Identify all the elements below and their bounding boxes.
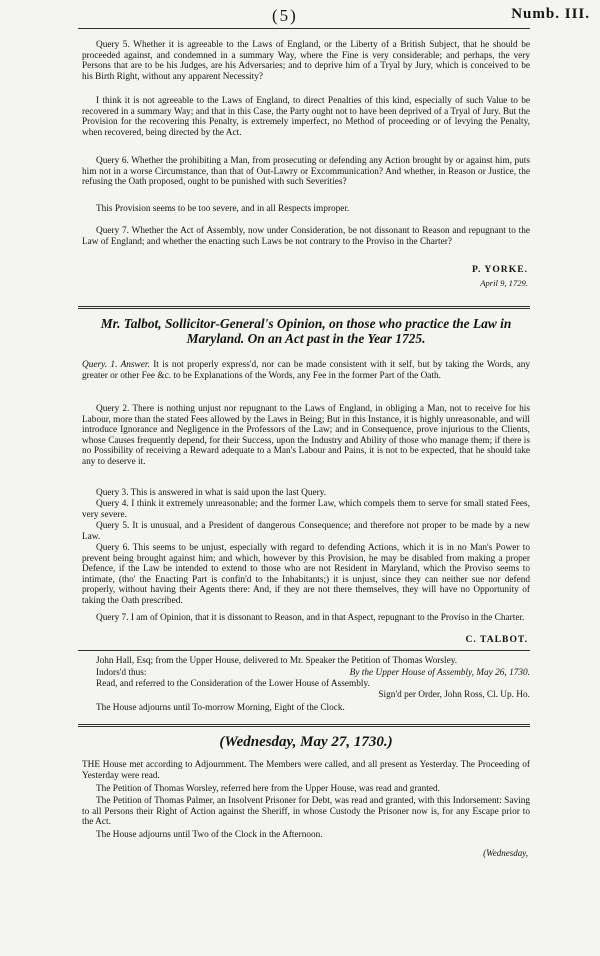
day-paragraph-1: THE House met according to Adjournment. The Members were called, and all present as Yesterday. The Proceeding of Yesterday were read.: [82, 760, 530, 781]
petition-indorsed: Indors'd thus:: [96, 668, 147, 678]
yorke-signature: P. YORKE.: [472, 264, 528, 275]
header-rule: [78, 28, 530, 29]
section-rule: [78, 306, 530, 309]
day-rule: [78, 724, 530, 727]
yorke-answer-6: This Provision seems to be too severe, and in all Respects improper.: [96, 204, 350, 214]
talbot-query-6: Query 6. This seems to be unjust, especially with regard to defending Actions, which it is in no Man's Power to prevent being brought against him; and which, however by this Provision, he may be disabled from making a proper Defence, if the Law be intended to extend to those who are not Resident in Maryland, which the Proviso seems to intimate, (tho' the Enacting Part is confin'd to the Inhabitants;) it is unjust, since they can neither sue nor defend properly, without having their Agents there: And, if they are not there themselves, they will have no Opportunity of taking the Oath prescribed.: [82, 543, 530, 606]
talbot-query-7: Query 7. I am of Opinion, that it is dissonant to Reason, and in that Aspect, repugnant to the Proviso in the Charter.: [96, 613, 525, 623]
catchword: (Wednesday,: [483, 848, 528, 858]
talbot-title: Mr. Talbot, Sollicitor-General's Opinion, on those who practice the Law in Maryland. On an Act past in the Year 1725.: [100, 316, 512, 346]
day-heading: (Wednesday, May 27, 1730.): [219, 734, 393, 750]
talbot-query-2: Query 2. There is nothing unjust nor repugnant to the Laws of England, in obliging a Man, not to receive for his Labour, more than the stated Fees allowed by the Laws in Being; But in this Instance, it is highly unreasonable, and will introduce Ignorance and Negligence in the Professors of the Law; and in Consequence, prove injurious to the Clients, whose Causes frequently depend, for their Success, upon the Industry and Ability of those who manage them; if there is no Possibility of receiving a Reward adequate to a Man's Labour and Pains, it is not to be expected, that he should take any to deserve it.: [82, 404, 530, 467]
day-paragraph-2: The Petition of Thomas Worsley, referred here from the Upper House, was read and granted.: [96, 784, 440, 794]
petition-referred: Read, and referred to the Consideration of the Lower House of Assembly.: [96, 679, 370, 689]
talbot-query-3: Query 3. This is answered in what is said upon the last Query.: [96, 488, 327, 498]
yorke-query-6: Query 6. Whether the prohibiting a Man, from prosecuting or defending any Action brought by or against him, puts him not in a worse Circumstance, than that of Out-Lawry or Excommunication? And whether, in Reason or Justice, the refusing the Oath proposed, ought to be punished with such Severities?: [82, 156, 530, 188]
yorke-query-7: Query 7. Whether the Act of Assembly, now under Consideration, be not dissonant to Reason and repugnant to the Law of England; and whether the enacting such Laws be not contrary to the Proviso in the Charter?: [82, 226, 530, 247]
talbot-query-4: Query 4. I think it extremely unreasonable; and the former Law, which compels them to serve for small stated Fees, very severe.: [82, 499, 530, 520]
talbot-answer-1: It is not properly express'd, nor can be made consistent with it self, but by taking the Words, any greater or other Fee &c. to be Explanations of the Words, any Fee in the former Part of the Oath.: [82, 360, 531, 381]
yorke-answer-5: I think it is not agreeable to the Laws of England, to direct Penalties of this kind, especially of such Value to be recovered in a summary Way; and that in this Case, the Party ought not to have been deprived of a Tryal of Jury. But the Provision for the recovering this Penalty, is extremely imperfect, no Method of proceeding or of levying the Penalty, when recovered, being directed by the Act.: [82, 96, 530, 138]
talbot-query-1: [82, 360, 530, 381]
petition-rule: [78, 650, 530, 651]
day-paragraph-4: The House adjourns until Two of the Clock in the Afternoon.: [96, 830, 323, 840]
petition-line-1: John Hall, Esq; from the Upper House, delivered to Mr. Speaker the Petition of Thomas Worsley.: [96, 656, 458, 666]
yorke-date: April 9, 1729.: [480, 278, 528, 288]
petition-signed: Sign'd per Order, John Ross, Cl. Up. Ho.: [378, 690, 530, 700]
house-adjourns-1: The House adjourns until To-morrow Morning, Eight of the Clock.: [96, 703, 345, 713]
petition-upper-house: By the Upper House of Assembly, May 26, 1730.: [349, 668, 530, 678]
talbot-signature: C. TALBOT.: [465, 634, 528, 645]
talbot-query-1-label: Query. 1. Answer.: [82, 360, 150, 370]
page-number: (5): [272, 6, 298, 25]
talbot-query-5: Query 5. It is unusual, and a President of dangerous Consequence; and therefore not proper to be made by a new Law.: [82, 521, 530, 542]
page-header: [0, 4, 600, 26]
day-paragraph-3: The Petition of Thomas Palmer, an Insolvent Prisoner for Debt, was read and granted, with this Indorsement: Saving to all Persons their Right of Action against the Sheriff, in whose Custody the Prisoner now is, for any Escape prior to the Act.: [82, 796, 530, 828]
issue-number: Numb. III.: [511, 6, 590, 22]
yorke-query-5: Query 5. Whether it is agreeable to the Laws of England, or the Liberty of a British Subject, that he should be proceeded against, and condemned in a summary Way, where the Fine is very considerable; and perhaps, the very Persons that are to be his Judges, are his Adversaries; and to deprive him of a Tryal by Jury, which is conceived to be his Birth Right, without any apparent Necessity?: [82, 40, 530, 82]
